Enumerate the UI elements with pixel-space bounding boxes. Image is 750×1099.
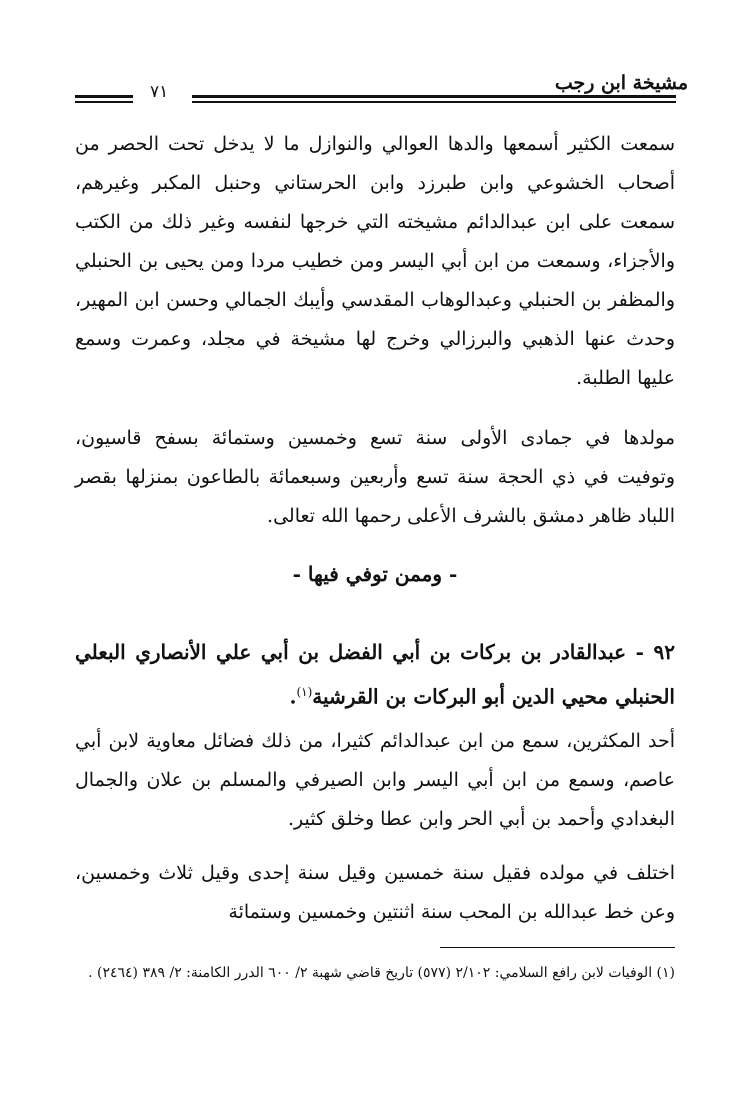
paragraph-2-text: مولدها في جمادى الأولى سنة تسع وخمسين وستمائة بسفح قاسيون، وتوفيت في ذي الحجة سنة تسع وأربعين وسبعمائة بالطاعون بمنزلها بقصر اللباد ظاهر دمشق بالشرف الأعلى رحمها الله تعالى. (75, 427, 675, 527)
footnote-marker: (١) (296, 685, 313, 699)
entry-title-text: ٩٢ - عبدالقادر بن بركات بن أبي الفضل بن أبي علي الأنصاري البعلي الحنبلي محيي الدين أبو البركات بن القرشية (75, 640, 675, 709)
section-heading: - وممن توفي فيها - (292, 562, 458, 586)
entry-title (75, 632, 675, 717)
paragraph-2 (75, 419, 675, 536)
header-rule-left (75, 95, 133, 98)
page-number: ٧١ (150, 82, 169, 102)
paragraph-1 (75, 125, 675, 398)
paragraph-3 (75, 722, 675, 839)
footnote-separator (440, 947, 675, 948)
header-rule-right (192, 95, 676, 98)
paragraph-4 (75, 854, 675, 932)
entry-title-end: . (289, 684, 297, 709)
footnote: (١) الوفيات لابن رافع السلامي: ٢/١٠٢ (٥٧٧) تاريخ قاضي شهبة ٢/ ٦٠٠ الدرر الكامنة: ٢/ ٣٨٩ (٢٤٦٤) . (88, 965, 675, 981)
book-title: مشيخة ابن رجب (554, 72, 688, 94)
paragraph-3-text: أحد المكثرين، سمع من ابن عبدالدائم كثيرا، من ذلك فضائل معاوية لابن أبي عاصم، وسمع من ابن أبي اليسر وابن الصيرفي والمسلم بن علان والجمال البغدادي وأحمد بن أبي الحر وابن عطا وخلق كثير. (75, 730, 675, 830)
header-rule-left-thin (75, 101, 133, 103)
paragraph-1-text: سمعت الكثير أسمعها والدها العوالي والنوازل ما لا يدخل تحت الحصر من أصحاب الخشوعي وابن طبرزد وابن الحرستاني وحنبل المكبر وغيرهم، سمعت على ابن عبدالدائم مشيخته التي خرجها لنفسه وغير ذلك من الكتب والأجزاء، وسمعت من ابن أبي اليسر ومن خطيب مردا ومن يحيى بن الحنبلي والمظفر بن الحنبلي وعبدالوهاب المقدسي وأيبك الجمالي وحسن ابن المهير، وحدث عنها الذهبي والبرزالي وخرج لها مشيخة في مجلد، وعمرت وسمع عليها الطلبة. (75, 133, 675, 389)
paragraph-4-text: اختلف في مولده فقيل سنة خمسين وقيل سنة إحدى وقيل ثلاث وخمسين، وعن خط عبدالله بن المحب سنة اثنتين وخمسين وستمائة (75, 862, 675, 923)
header-rule-right-thin (192, 101, 676, 103)
